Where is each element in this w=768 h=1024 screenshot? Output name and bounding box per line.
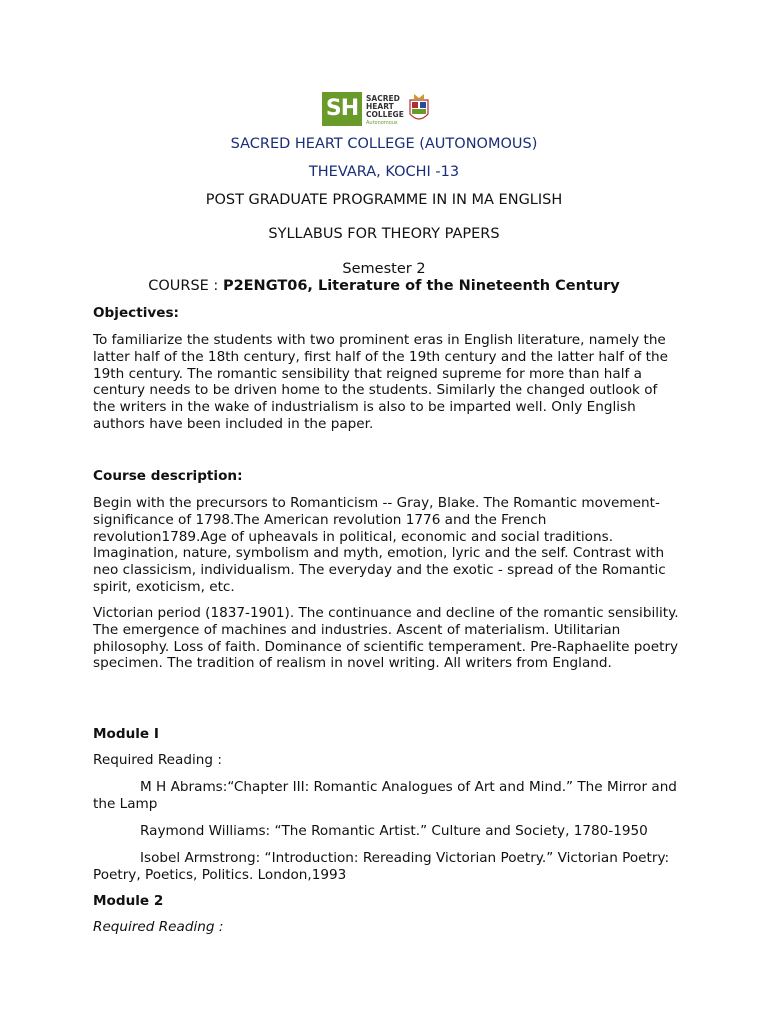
reading-item: Raymond Williams: “The Romantic Artist.” Culture and Society, 1780-1950 [140, 823, 648, 839]
module-2-heading: Module 2 [93, 893, 164, 909]
syllabus-title: SYLLABUS FOR THEORY PAPERS [268, 226, 500, 242]
programme-title: POST GRADUATE PROGRAMME IN IN MA ENGLISH [205, 192, 563, 208]
college-logo [322, 92, 432, 128]
logo-sub: Autonomous [366, 120, 398, 126]
course-description-para-1: Begin with the precursors to Romanticism -- Gray, Blake. The Romantic movement-significance of 1798.The American revolution 1776 and the French revolution1789.Age of upheavals in political, economic and social traditions. Imagination, nature, symbolism and myth, emotion, lyric and the self. Contrast with neo classicism, individualism. The everyday and the exotic - spread of the Romantic spirit, exoticism, etc. [93, 495, 666, 595]
module-1-heading: Module I [93, 726, 159, 742]
module-1-required-reading: Required Reading : [93, 752, 222, 768]
reading-item: Isobel Armstrong: “Introduction: Rereading Victorian Poetry.” Victorian Poetry: Poetry, Poetics, Politics. London,1993 [93, 850, 670, 883]
course-description-para-2: Victorian period (1837-1901). The continuance and decline of the romantic sensibility. The emergence of machines and industries. Ascent of materialism. Utilitarian philosophy. Loss of faith. Dominance of scientific temperament. Pre-Raphaelite poetry specimen. The tradition of realism in novel writing. All writers from England. [93, 605, 679, 672]
college-address: THEVARA, KOCHI -13 [308, 164, 460, 180]
module-2-required-reading: Required Reading : [93, 919, 224, 935]
logo-initials: SH [322, 92, 362, 126]
course-line [0, 278, 768, 294]
course-label: COURSE : [148, 278, 223, 294]
objectives-text: To familiarize the students with two prominent eras in English literature, namely the latter half of the 18th century, first half of the 19th century and the latter half of the 19th century. The romantic sensibility that reigned supreme for more than half a century needs to be driven home to the students. Similarly the changed outlook of the writers in the wake of industrialism is also to be imparted well. Only English authors have been included in the paper. [93, 332, 668, 432]
semester-label: Semester 2 [342, 261, 426, 277]
reading-item: M H Abrams:“Chapter III: Romantic Analogues of Art and Mind.” The Mirror and the Lamp [93, 779, 677, 812]
college-name: SACRED HEART COLLEGE (AUTONOMOUS) [230, 136, 538, 152]
crest-icon [408, 92, 430, 126]
course-description-heading: Course description: [93, 468, 243, 484]
logo-wordmark: SACRED HEART COLLEGE [366, 94, 404, 119]
course-title: P2ENGT06, Literature of the Nineteenth Century [222, 278, 620, 294]
objectives-heading: Objectives: [93, 305, 179, 321]
